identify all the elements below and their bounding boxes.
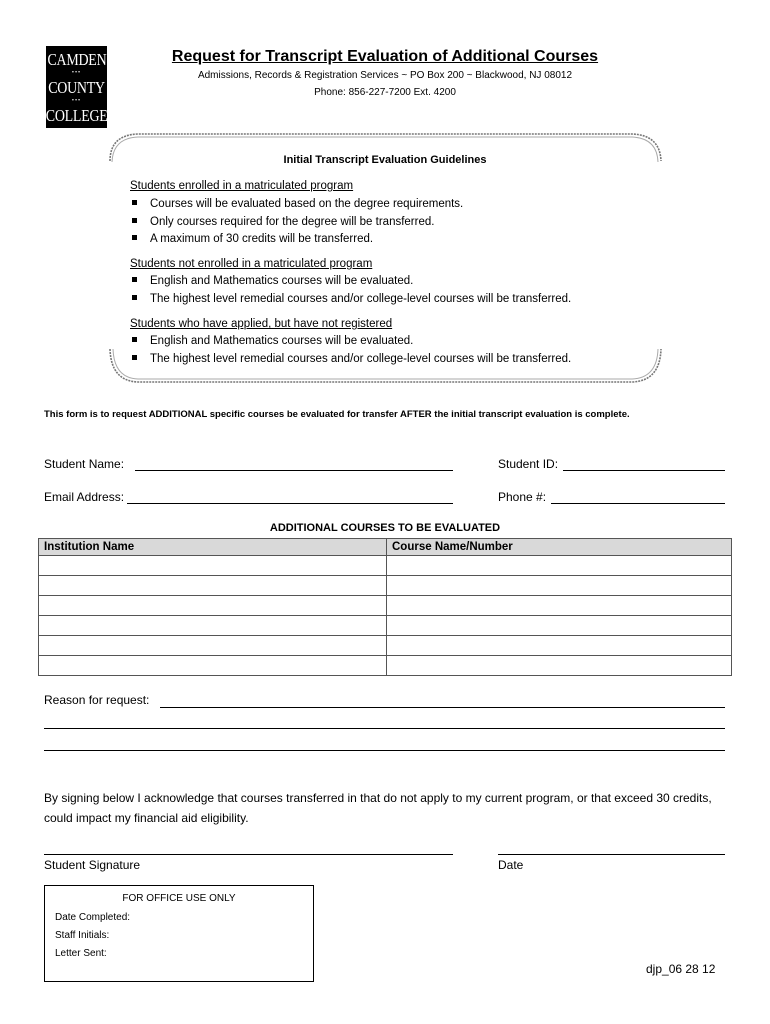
letter-sent-label: Letter Sent: <box>55 948 107 959</box>
institution-cell[interactable] <box>39 556 387 576</box>
bullet-square-icon <box>132 277 137 282</box>
guideline-section-heading: Students who have applied, but have not registered <box>130 318 393 330</box>
institution-cell[interactable] <box>39 576 387 596</box>
bullet-square-icon <box>132 235 137 240</box>
student-signature-field[interactable] <box>44 854 453 855</box>
office-use-box <box>44 885 314 982</box>
staff-initials-label: Staff Initials: <box>55 930 110 941</box>
logo-dots: ••• <box>71 70 82 76</box>
student-name-label: Student Name: <box>44 457 125 471</box>
phone-field[interactable] <box>551 503 725 504</box>
table-row <box>39 576 732 596</box>
course-cell[interactable] <box>387 656 732 676</box>
date-field[interactable] <box>498 854 725 855</box>
date-completed-label: Date Completed: <box>55 912 131 923</box>
institution-cell[interactable] <box>39 596 387 616</box>
date-label: Date <box>498 858 524 872</box>
table-row <box>39 596 732 616</box>
logo-word-county: COUNTY <box>48 77 105 97</box>
bullet-square-icon <box>132 355 137 360</box>
course-cell[interactable] <box>387 556 732 576</box>
table-row <box>39 656 732 676</box>
institution-cell[interactable] <box>39 656 387 676</box>
office-use-title: FOR OFFICE USE ONLY <box>122 893 236 904</box>
bullet-square-icon <box>132 200 137 205</box>
logo-word-camden: CAMDEN <box>47 49 106 69</box>
guideline-item: Only courses required for the degree will be transferred. <box>130 216 434 228</box>
bullet-square-icon <box>132 295 137 300</box>
reason-field-line-2[interactable] <box>44 728 725 729</box>
logo-word-college: COLLEGE <box>45 105 108 125</box>
course-cell[interactable] <box>387 576 732 596</box>
table-row <box>39 556 732 576</box>
guideline-section-heading: Students enrolled in a matriculated program <box>130 180 354 192</box>
course-column-header: Course Name/Number <box>387 539 732 556</box>
institution-cell[interactable] <box>39 636 387 656</box>
reason-field-line-3[interactable] <box>44 750 725 751</box>
phone-label: Phone #: <box>498 490 547 504</box>
guideline-item: English and Mathematics courses will be evaluated. <box>130 335 413 347</box>
table-header-row <box>39 539 732 556</box>
form-title: Request for Transcript Evaluation of Additional Courses <box>171 48 599 65</box>
additional-courses-table <box>38 538 732 676</box>
form-revision-code: djp_06 28 12 <box>646 962 716 976</box>
form-purpose-statement: This form is to request ADDITIONAL specific courses be evaluated for transfer AFTER the initial transcript evaluation is complete. <box>44 409 630 420</box>
reason-label: Reason for request: <box>44 693 150 707</box>
institution-column-header: Institution Name <box>39 539 387 556</box>
acknowledgement-text: By signing below I acknowledge that courses transferred in that do not apply to my current program, or that exceed 30 credits, could impact my financial aid eligibility. <box>44 791 712 825</box>
guideline-item: A maximum of 30 credits will be transferred. <box>130 233 373 245</box>
reason-field-line-1[interactable] <box>160 707 725 708</box>
bullet-square-icon <box>132 337 137 342</box>
office-address: Admissions, Records & Registration Services ~ PO Box 200 ~ Blackwood, NJ 08012 <box>197 70 573 81</box>
office-phone: Phone: 856-227-7200 Ext. 4200 <box>314 87 456 98</box>
student-signature-label: Student Signature <box>44 858 141 872</box>
student-id-field[interactable] <box>563 470 725 471</box>
institution-cell[interactable] <box>39 616 387 636</box>
email-field[interactable] <box>127 503 453 504</box>
student-id-label: Student ID: <box>498 457 559 471</box>
course-cell[interactable] <box>387 616 732 636</box>
course-cell[interactable] <box>387 636 732 656</box>
guidelines-title: Initial Transcript Evaluation Guidelines <box>283 154 487 166</box>
bullet-square-icon <box>132 218 137 223</box>
guideline-item: The highest level remedial courses and/or college-level courses will be transferred. <box>130 293 571 305</box>
guideline-section-heading: Students not enrolled in a matriculated program <box>130 258 373 270</box>
table-row <box>39 616 732 636</box>
logo-dots: ••• <box>71 98 82 104</box>
guideline-item: The highest level remedial courses and/or college-level courses will be transferred. <box>130 353 571 365</box>
table-row <box>39 636 732 656</box>
guideline-item: English and Mathematics courses will be evaluated. <box>130 275 413 287</box>
student-name-field[interactable] <box>135 470 453 471</box>
courses-table-heading: ADDITIONAL COURSES TO BE EVALUATED <box>269 522 501 534</box>
college-logo <box>46 46 107 128</box>
email-label: Email Address: <box>44 490 125 504</box>
course-cell[interactable] <box>387 596 732 616</box>
guideline-item: Courses will be evaluated based on the degree requirements. <box>130 198 463 210</box>
